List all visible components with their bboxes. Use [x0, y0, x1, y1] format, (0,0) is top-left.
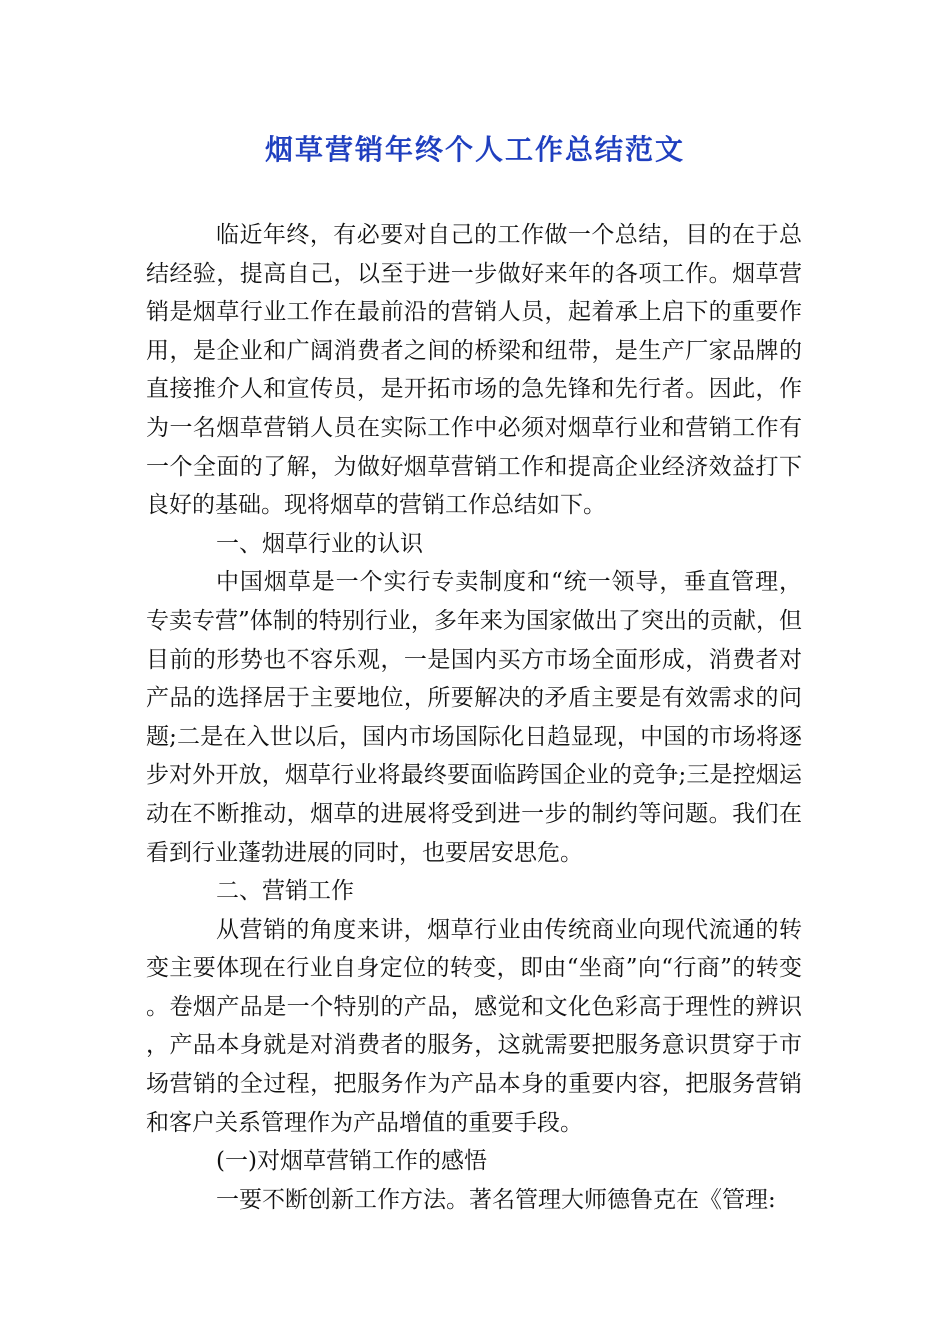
section-heading-1: 一、烟草行业的认识 [216, 530, 423, 557]
document-body [146, 216, 802, 1219]
paragraph-innovation: 一要不断创新工作方法。著名管理大师德鲁克在《管理: [216, 1186, 776, 1213]
subsection-heading-1: (一)对烟草营销工作的感悟 [216, 1148, 487, 1175]
document-title: 烟草营销年终个人工作总结范文 [264, 133, 685, 166]
paragraph-industry: 中国烟草是一个实行专卖制度和“统一领导，垂直管理，专卖专营”体制的特别行业，多年来为国家做出了突出的贡献，但目前的形势也不容乐观，一是国内买方市场全面形成，消费者对产品的选择居于主要地位，所要解决的矛盾主要是有效需求的问题;二是在入世以后，国内市场国际化日趋显现，中国的市场将逐步对外开放，烟草行业将最终要面临跨国企业的竞争;三是控烟运动在不断推动，烟草的进展将受到进一步的制约等问题。我们在看到行业蓬勃进展的同时，也要居安思危。 [146, 569, 802, 866]
paragraph-marketing: 从营销的角度来讲，烟草行业由传统商业向现代流通的转变主要体现在行业自身定位的转变，即由“坐商”向“行商”的转变。卷烟产品是一个特别的产品，感觉和文化色彩高于理性的辨识，产品本身就是对消费者的服务，这就需要把服务意识贯穿于市场营销的全过程，把服务作为产品本身的重要内容，把服务营销和客户关系管理作为产品增值的重要手段。 [146, 916, 802, 1136]
section-heading-2: 二、营销工作 [216, 878, 354, 905]
paragraph-intro: 临近年终，有必要对自己的工作做一个总结，目的在于总结经验，提高自己，以至于进一步做好来年的各项工作。烟草营销是烟草行业工作在最前沿的营销人员，起着承上启下的重要作用，是企业和广阔消费者之间的桥梁和纽带，是生产厂家品牌的直接推介人和宣传员，是开拓市场的急先锋和先行者。因此，作为一名烟草营销人员在实际工作中必须对烟草行业和营销工作有一个全面的了解，为做好烟草营销工作和提高企业经济效益打下良好的基础。现将烟草的营销工作总结如下。 [146, 222, 802, 519]
